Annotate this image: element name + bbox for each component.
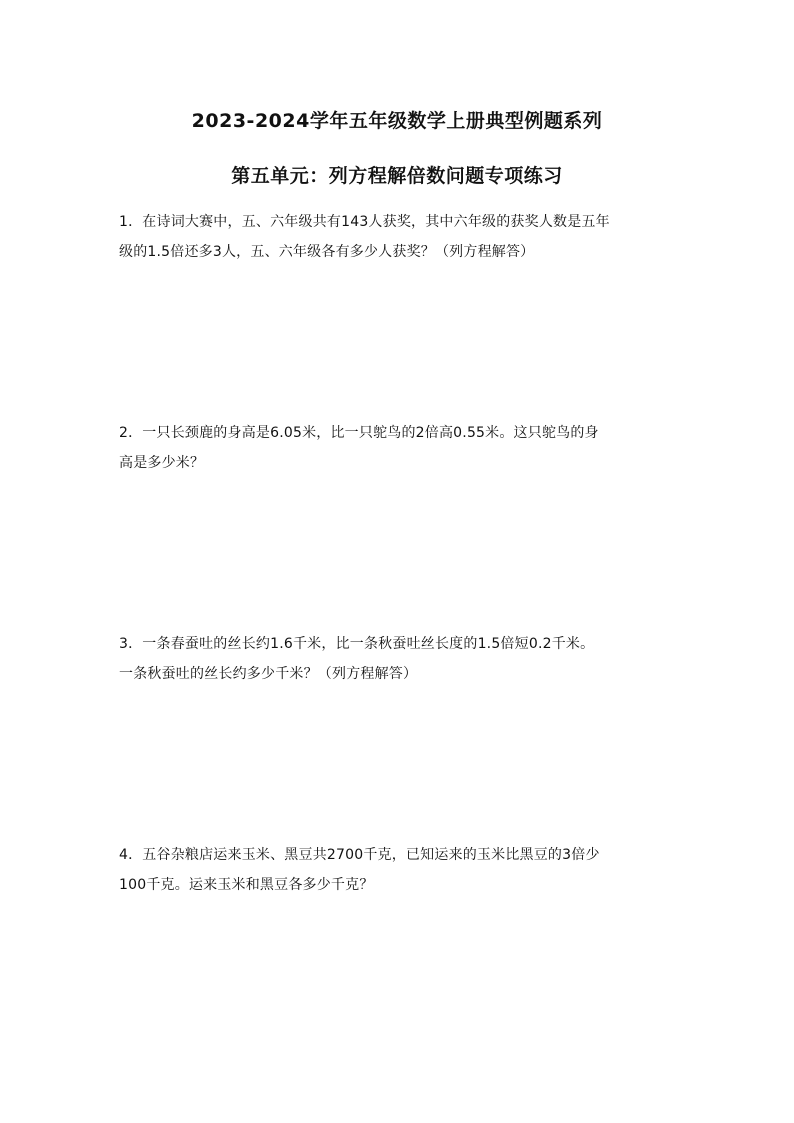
question-2 (119, 418, 679, 478)
question-3 (119, 629, 679, 689)
question-4-line-1: 4．五谷杂粮店运来玉米、黑豆共2700千克，已知运来的玉米比黑豆的3倍少 (119, 847, 600, 863)
question-1-line-1: 1．在诗词大赛中，五、六年级共有143人获奖，其中六年级的获奖人数是五年 (119, 214, 610, 230)
question-4-line-2: 100千克。运来玉米和黑豆各多少千克？ (119, 877, 374, 893)
question-1-line-2: 级的1.5倍还多3人，五、六年级各有多少人获奖？（列方程解答） (119, 244, 535, 260)
question-3-line-2: 一条秋蚕吐的丝长约多少千米？（列方程解答） (119, 666, 418, 682)
question-4 (119, 840, 679, 900)
document-title: 2023-2024学年五年级数学上册典型例题系列 (191, 110, 603, 132)
question-1 (119, 207, 679, 267)
document-subtitle: 第五单元：列方程解倍数问题专项练习 (231, 165, 563, 187)
question-2-line-1: 2．一只长颈鹿的身高是6.05米，比一只鸵鸟的2倍高0.55米。这只鸵鸟的身 (119, 425, 599, 441)
question-3-line-1: 3．一条春蚕吐的丝长约1.6千米，比一条秋蚕吐丝长度的1.5倍短0.2千米。 (119, 636, 595, 652)
question-2-line-2: 高是多少米？ (119, 455, 205, 471)
